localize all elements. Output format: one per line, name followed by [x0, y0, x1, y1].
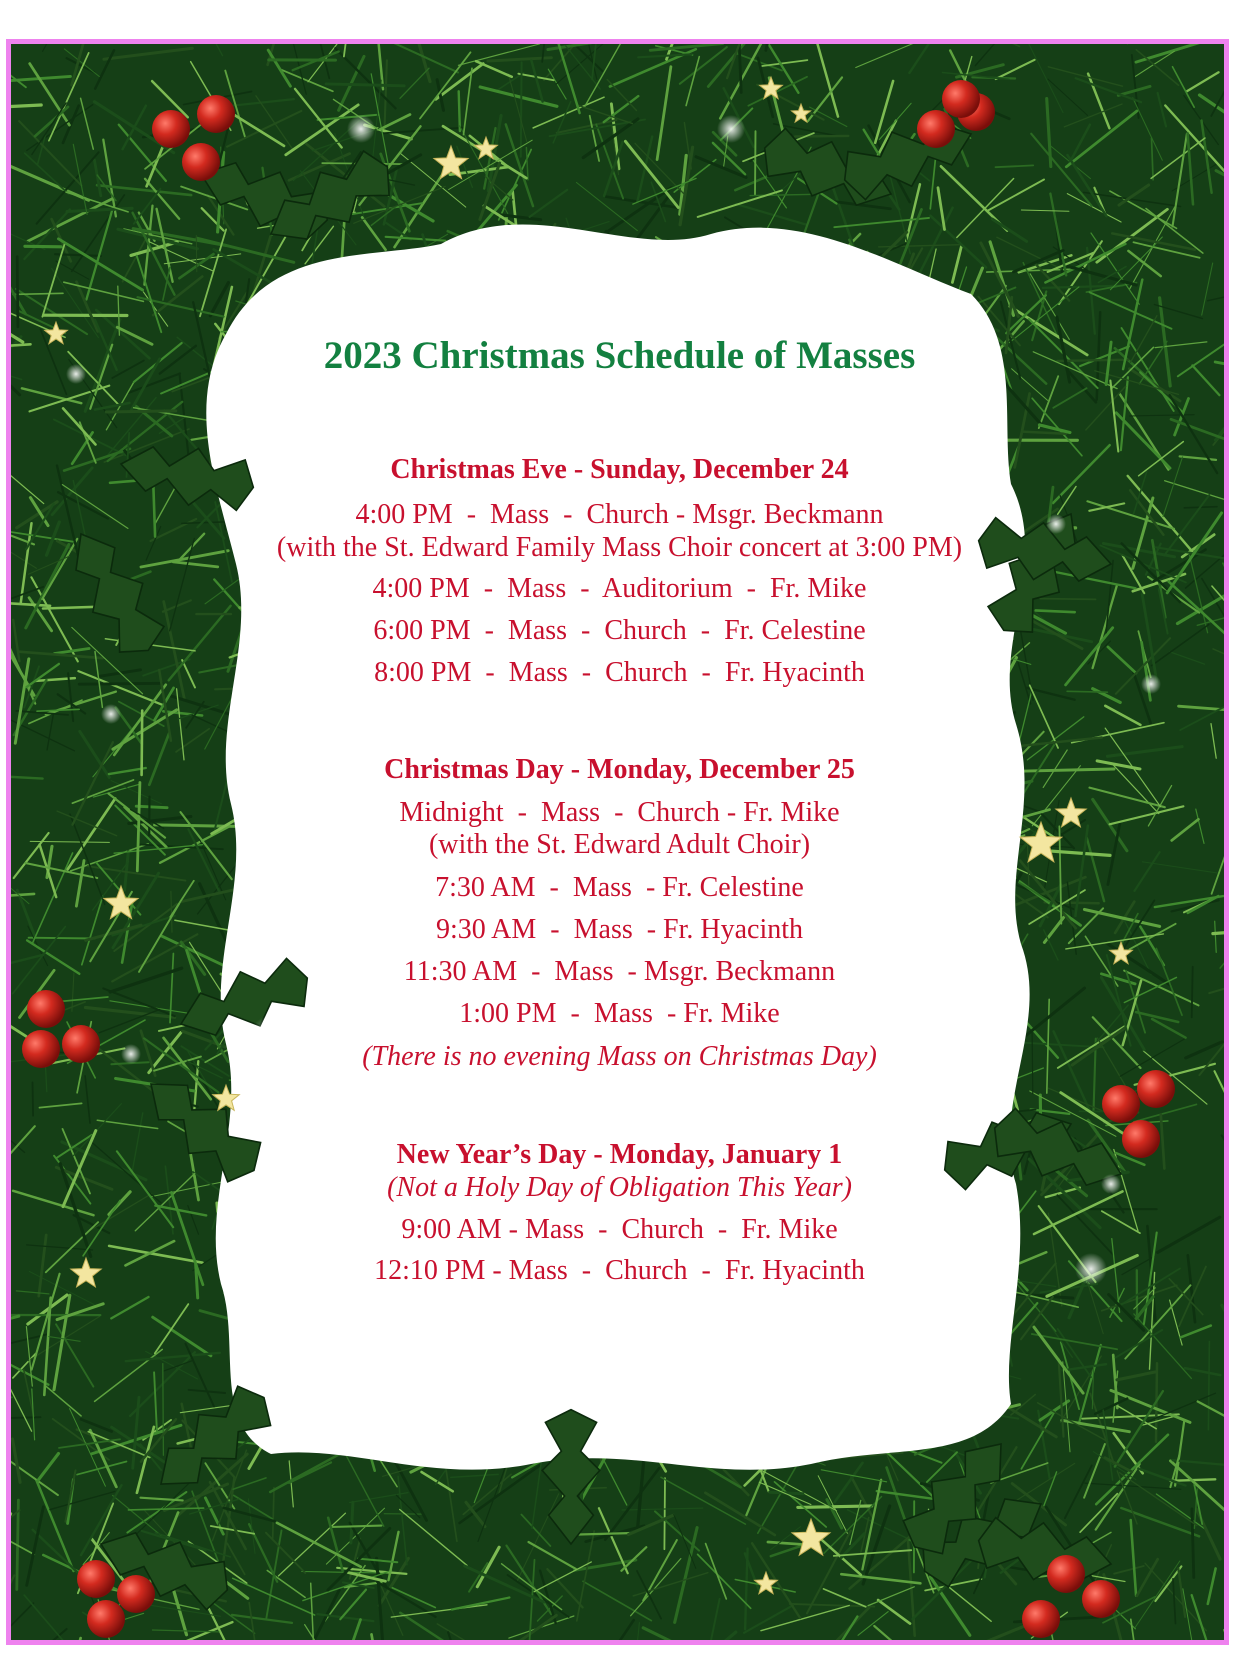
- schedule-line: 9:00 AM - Mass - Church - Fr. Mike: [401, 1214, 838, 1245]
- pine-needle: [25, 246, 61, 247]
- pine-needle: [574, 1533, 629, 1535]
- pine-needle: [795, 136, 848, 137]
- schedule-note: (There is no evening Mass on Christmas Day): [362, 1041, 877, 1072]
- pine-needle: [163, 1364, 164, 1456]
- bokeh-light: [347, 115, 375, 143]
- pine-needle: [664, 1478, 665, 1549]
- section-heading-christmas-day: Christmas Day - Monday, December 25: [384, 754, 855, 785]
- pine-needle: [11, 1417, 41, 1418]
- schedule-line: 1:00 PM - Mass - Fr. Mike: [459, 998, 780, 1029]
- pine-needle: [755, 131, 756, 194]
- holly-berry: [197, 95, 235, 133]
- holly-berry: [1022, 1600, 1060, 1638]
- holly-berry: [87, 1600, 125, 1638]
- pine-needle: [459, 91, 460, 131]
- schedule-line: 11:30 AM - Mass - Msgr. Beckmann: [403, 956, 836, 987]
- schedule-line: 12:10 PM - Mass - Church - Fr. Hyacinth: [374, 1255, 865, 1286]
- schedule-line: (with the St. Edward Family Mass Choir concert at 3:00 PM): [276, 532, 963, 563]
- schedule-line: (with the St. Edward Adult Choir): [428, 829, 811, 860]
- bokeh-light: [887, 1390, 935, 1438]
- pine-needle: [521, 62, 522, 156]
- holly-berry: [1047, 1555, 1085, 1593]
- pine-needle: [351, 1502, 353, 1543]
- holly-berry: [942, 80, 980, 118]
- schedule-line: Midnight - Mass - Church - Fr. Mike: [399, 797, 840, 828]
- holly-berry: [1082, 1580, 1120, 1618]
- schedule-line: 7:30 AM - Mass - Fr. Celestine: [435, 872, 804, 903]
- schedule-line: 4:00 PM - Mass - Church - Msgr. Beckmann: [355, 499, 884, 530]
- pine-needle: [13, 293, 63, 294]
- schedule-line: 8:00 PM - Mass - Church - Fr. Hyacinth: [374, 657, 865, 688]
- section-heading-new-years-day: New Year’s Day - Monday, January 1: [396, 1139, 843, 1170]
- bokeh-light: [101, 704, 121, 724]
- pine-needle: [11, 1397, 12, 1398]
- schedule-line: 6:00 PM - Mass - Church - Fr. Celestine: [373, 615, 866, 646]
- schedule-line: 4:00 PM - Mass - Auditorium - Fr. Mike: [372, 573, 867, 604]
- pine-needle: [1036, 610, 1075, 612]
- pine-needle: [33, 1082, 34, 1115]
- pine-needle: [798, 1506, 872, 1508]
- pine-needle: [196, 235, 197, 271]
- pine-needle: [17, 257, 18, 327]
- pine-needle: [106, 411, 175, 412]
- holly-berry: [77, 1560, 115, 1598]
- holly-berry: [152, 110, 190, 148]
- pine-needle: [1208, 1342, 1209, 1430]
- holly-berry: [1102, 1085, 1140, 1123]
- holly-berry: [1137, 1070, 1175, 1108]
- pine-needle: [331, 1526, 381, 1527]
- section-heading-christmas-eve: Christmas Eve - Sunday, December 24: [390, 454, 849, 485]
- schedule-note: (Not a Holy Day of Obligation This Year): [387, 1172, 852, 1203]
- bokeh-light: [717, 115, 745, 143]
- pine-needle: [1192, 1509, 1194, 1578]
- holly-berry: [117, 1575, 155, 1613]
- pine-needle: [326, 84, 404, 86]
- schedule-line: 9:30 AM - Mass - Fr. Hyacinth: [435, 914, 804, 945]
- pine-needle: [1067, 691, 1107, 692]
- page-title: 2023 Christmas Schedule of Masses: [323, 334, 916, 377]
- holly-berry: [182, 143, 220, 181]
- holly-berry: [917, 110, 955, 148]
